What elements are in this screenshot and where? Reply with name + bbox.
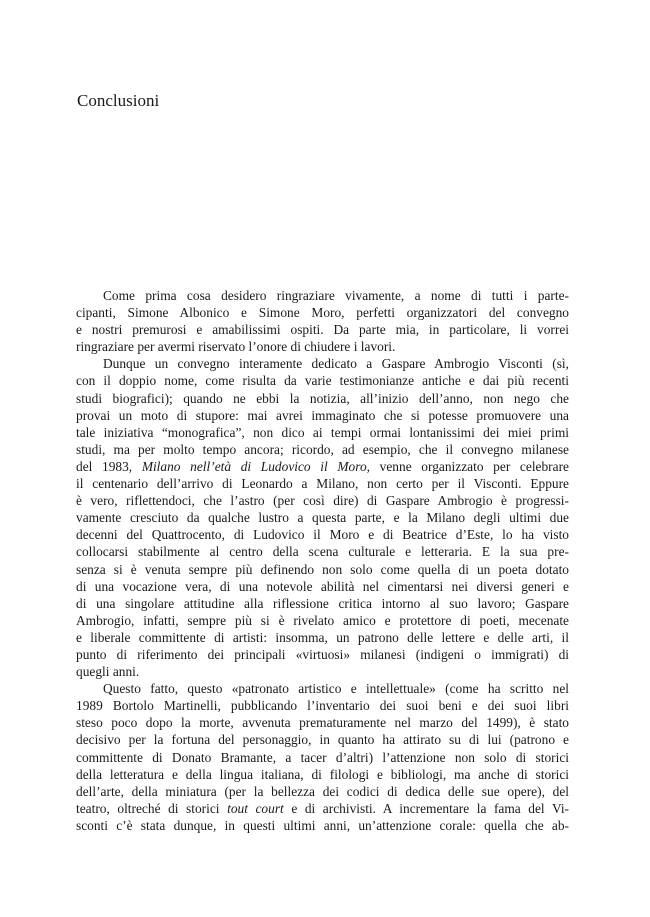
text-line: è vero, riflettendoci, che l’astro (per così dire) di Gaspare Ambrogio è progressi- xyxy=(76,493,569,509)
text-line: 1989 Bortolo Martinelli, pubblicando l’inventario dei suoi beni e dei suoi libri xyxy=(76,698,569,714)
chapter-title: Conclusioni xyxy=(77,91,160,110)
body-text xyxy=(76,287,569,834)
italic-title: Milano nell’età di Ludovico il Moro xyxy=(141,458,367,474)
text-line: steso poco dopo la morte, avvenuta prematuramente nel marzo del 1499), è stato xyxy=(76,715,569,731)
text-line: Dunque un convegno interamente dedicato a Gaspare Ambrogio Visconti (sì, xyxy=(103,356,569,372)
text-line: decisivo per la fortuna del personaggio, in quanto ha attirato su di lui (patrono e xyxy=(76,732,569,748)
text-line: con il doppio nome, come risulta da varie testimonianze antiche e dai più recenti xyxy=(76,373,569,389)
text-line: vamente cresciuto da qualche lustro a questa parte, e la Milano degli ultimi due xyxy=(76,510,569,526)
text-line: Come prima cosa desidero ringraziare vivamente, a nome di tutti i parte- xyxy=(103,288,569,303)
text-line: cipanti, Simone Albonico e Simone Moro, perfetti organizzatori del convegno xyxy=(76,305,569,321)
text-line: punto di riferimento dei principali «virtuosi» milanesi (indigeni o immigrati) di xyxy=(76,646,569,662)
text-line: Ambrogio, infatti, sempre più si è rivelato amico e protettore di poeti, mecenate xyxy=(76,612,569,628)
text-line: tale iniziativa “monografica”, non dico ai tempi ormai lontanissimi dei miei primi xyxy=(76,424,569,440)
text-line: committente di Donato Bramante, a tacer d’altri) l’attenzione non solo di storici xyxy=(76,749,569,765)
text-line: Questo fatto, questo «patronato artistico e intellettuale» (come ha scritto nel xyxy=(103,681,569,697)
text-line: studi biografici); quando ne ebbi la notizia, all’inizio dell’anno, non nego che xyxy=(76,390,569,406)
text-line: ringraziare per avermi riservato l’onore di chiudere i lavori. xyxy=(76,339,396,355)
text-line: decenni del Quattrocento, di Ludovico il Moro e di Beatrice d’Este, lo ha visto xyxy=(76,527,569,543)
text-line: studi, ma per molto tempo ancora; ricordo, ad esempio, che il convegno milanese xyxy=(76,441,569,457)
text-line: di una vocazione vera, di una notevole abilità nel cimentarsi nei diversi generi e xyxy=(76,578,569,594)
text-segment: del 1983, xyxy=(76,458,142,474)
text-line: dell’arte, della miniatura (per la bellezza dei codici di dedica delle sue opere), del xyxy=(76,783,569,799)
text-segment: teatro, oltreché di storici xyxy=(76,800,228,816)
text-line xyxy=(76,800,569,817)
text-line: il centenario dell’arrivo di Leonardo a Milano, non certo per il Visconti. Eppure xyxy=(76,476,569,492)
text-segment: e di archivisti. A incrementare la fama del Vi- xyxy=(283,800,570,816)
text-line: di una singolare attitudine alla riflessione critica intorno al suo lavoro; Gaspare xyxy=(76,595,569,611)
text-line: e liberale committente di artisti: insomma, un patrono delle lettere e delle arti, il xyxy=(76,629,569,645)
text-line: della letteratura e della lingua italiana, di filologi e bibliologi, ma anche di storici xyxy=(76,766,569,782)
text-line: senza si è venuta sempre più definendo non solo come quella di un poeta dotato xyxy=(76,561,569,577)
text-line: provai un moto di stupore: mai avrei immaginato che si potesse promuovere una xyxy=(76,407,569,423)
text-line xyxy=(76,458,569,475)
text-line: sconti c’è stata dunque, in questi ultimi anni, un’attenzione corale: quella che ab- xyxy=(76,817,569,833)
text-line: quegli anni. xyxy=(76,664,140,680)
text-line: collocarsi stabilmente al centro della scena culturale e letteraria. E la sua pre- xyxy=(76,544,569,560)
text-line: e nostri premurosi e amabilissimi ospiti. Da parte mia, in particolare, li vorrei xyxy=(76,322,569,338)
italic-title: tout court xyxy=(227,800,284,816)
text-segment: , venne organizzato per celebrare xyxy=(366,458,569,474)
